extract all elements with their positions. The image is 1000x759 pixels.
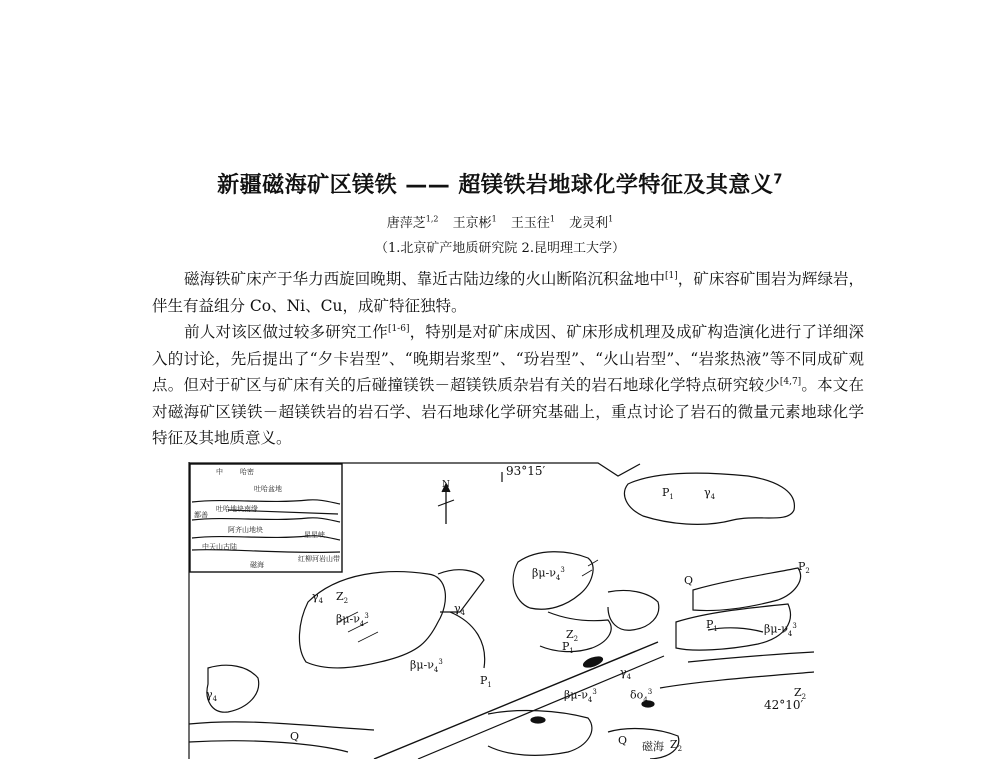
- inset-label-hongliuhe: 红柳河岩山带: [298, 555, 340, 563]
- inset-label-central-tianshan: 中天山古陆: [202, 543, 237, 551]
- map-label-p2: $P_2$: [798, 560, 810, 576]
- map-label-bmv-right: $\beta\mu-\nu_4^3$: [764, 622, 797, 638]
- coordinate-longitude: 93°15′: [506, 464, 546, 478]
- coordinate-latitude: 42°10′: [764, 698, 804, 712]
- inset-label-aqishan: 阿齐山地块: [228, 526, 263, 534]
- map-label-bmv-center: $\beta\mu-\nu_4^3$: [564, 688, 597, 704]
- map-label-p1-center: $P_1$: [562, 640, 574, 656]
- author-4: 龙灵利$^1$: [569, 214, 614, 231]
- map-label-cihai: 磁海: [642, 740, 664, 753]
- inset-label-xingxingxia: 星星峡: [304, 531, 325, 539]
- map-label-z2-right: $Z_2$: [794, 686, 807, 702]
- map-label-z2-left: $Z_2$: [336, 590, 349, 606]
- geologic-map-figure: [188, 462, 814, 759]
- map-label-q-lower-left: Q: [290, 730, 300, 743]
- inset-label-shanshan: 鄯善: [194, 511, 208, 519]
- map-label-gamma-mid: $\gamma_4$: [454, 602, 466, 618]
- map-label-q-right: Q: [684, 574, 694, 587]
- map-label-p1-top: $P_1$: [662, 486, 674, 502]
- paper-title: 新疆磁海矿区镁铁 —— 超镁铁岩地球化学特征及其意义$^7$: [217, 172, 783, 198]
- map-label-z2-center: $Z_2$: [566, 628, 579, 644]
- paragraph-2: 前人对该区做过较多研究工作[1-6]，特别是对矿床成因、矿床形成机理及成矿构造演化进行了详细深入的讨论，先后提出了“夕卡岩型”、“晚期岩浆型”、“玢岩型”、“火山岩型”、“岩浆热液”等不同成矿观点。但对于矿区与矿床有关的后碰撞镁铁－超镁铁质杂岩有关的岩石地球化学特点研究较少[4,7]。本文在对磁海矿区镁铁－超镁铁岩的岩石学、岩石地球化学研究基础上，重点讨论了岩石的微量元素地球化学特征及其地质意义。: [152, 323, 864, 447]
- inset-label-tuha-basin: 吐哈盆地: [254, 485, 282, 493]
- inset-label-cihai: 磁海: [250, 561, 264, 569]
- map-label-bmv-left: $\beta\mu-\nu_4^3$: [336, 612, 369, 628]
- map-label-z2-cihai: $Z_2$: [670, 738, 683, 754]
- author-2: 王京彬$^1$: [452, 214, 497, 231]
- north-arrow-label: N: [442, 480, 450, 490]
- map-label-gamma-left: $\gamma_4$: [312, 590, 324, 606]
- map-label-p1-lower: $P_1$: [480, 674, 492, 690]
- paragraph-1: 磁海铁矿床产于华力西旋回晚期、靠近古陆边缘的火山断陷沉积盆地中[1]，矿床容矿围岩为辉绿岩，伴生有益组分 Co、Ni、Cu，成矿特征独特。: [152, 270, 864, 315]
- map-label-bmv-upper: $\beta\mu-\nu_4^3$: [532, 566, 565, 582]
- geologic-map-lines: [188, 462, 814, 759]
- map-label-gamma-top: $\gamma_4$: [704, 486, 716, 502]
- map-label-gamma-center: $\gamma_4$: [620, 666, 632, 682]
- author-3: 王玉往$^1$: [510, 214, 555, 231]
- author-1: 唐萍芝$^{1,2}$: [386, 214, 439, 231]
- inset-label-tuha-south: 吐哈地块南缘: [216, 505, 258, 513]
- affiliation: （1.北京矿产地质研究院 2.昆明理工大学）: [375, 241, 625, 256]
- map-label-gamma-far-left: $\gamma_4$: [206, 688, 218, 704]
- map-label-bmv-lower: $\beta\mu-\nu_4^3$: [410, 658, 443, 674]
- map-label-q-lower: Q: [618, 734, 628, 747]
- author-list: [0, 212, 1000, 231]
- inset-label-zhong: 中: [216, 468, 223, 476]
- map-label-delta-omicron: $\delta o_4^3$: [630, 688, 653, 704]
- map-label-p1-right: $P_1$: [706, 618, 718, 634]
- inset-label-hami: 哈密: [240, 468, 254, 476]
